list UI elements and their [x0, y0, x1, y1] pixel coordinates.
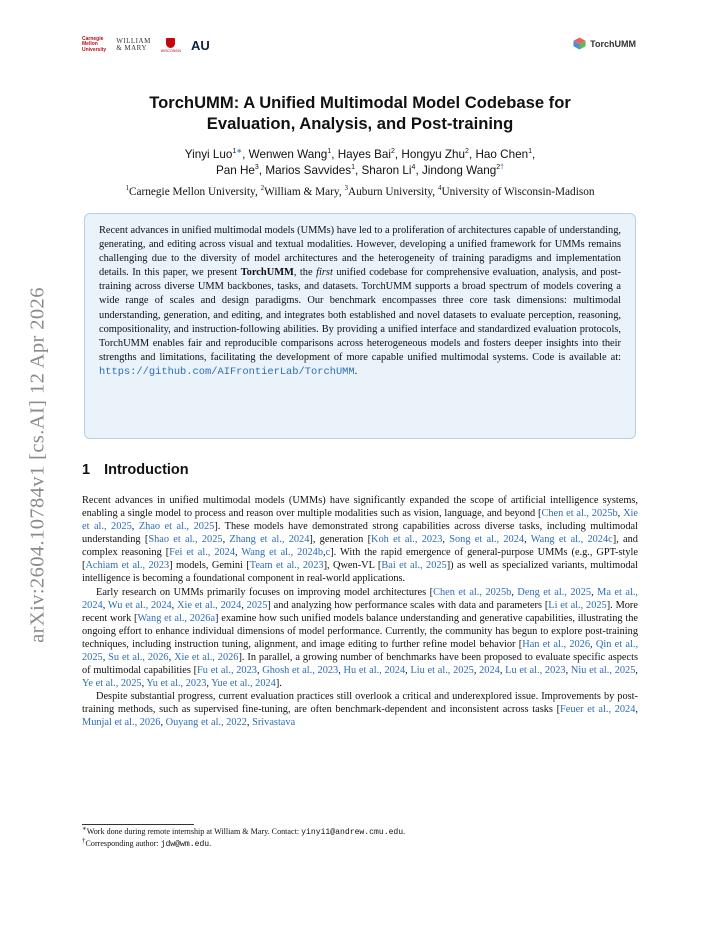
- section-heading: 1 Introduction: [82, 462, 189, 478]
- author-list: Yinyi Luo$^{1∗}$, Wenwen Wang$^1$, Hayes Bai$^2$, Hongyu Zhu$^2$, Hao Chen$^1$, Pan He$^3$, Marios Savvides$^1$, Sharon Li$^4$, Jindong Wang$^{2\dagger}$: [184, 148, 536, 177]
- author-name: Sharon Li: [361, 163, 412, 177]
- intro-paragraph: Despite substantial progress, current evaluation practices still overlook a critical and underexplored issue. Improvements by post-training methods, such as supervised fine-tuning, are often benchmark-dependent and inconsistent across tasks [Feuer et al., 2024, Munjal et al., 2026, Ouyang et al., 2022, Srivastava: [82, 691, 638, 729]
- citation-link[interactable]: Wang et al., 2024c: [530, 534, 613, 546]
- intro-paragraph: Recent advances in unified multimodal models (UMMs) have significantly expanded the scope of artificial intelligence systems, enabling a single model to process and reason over multiple modalities such as vision, language, and beyond [Chen et al., 2025b, Xie et al., 2025, Zhao et al., 2025]. These models have demonstrated strong capabilities across diverse tasks, including multimodal understanding [Shao et al., 2025, Zhang et al., 2024], generation [Koh et al., 2023, Song et al., 2024, Wang et al., 2024c], and complex reasoning [Fei et al., 2024, Wang et al., 2024b,c]. With the rapid emergence of general-purpose UMMs (e.g., GPT-style [Achiam et al., 2023] models, Gemini [Team et al., 2023], Qwen-VL [Bai et al., 2025]) as well as specialized variants, multimodal intelligence is becoming a foundational component in real-world applications.: [82, 495, 639, 585]
- author-mark: †: [500, 163, 505, 171]
- author-affil-sup: 2: [496, 163, 501, 171]
- citation-link[interactable]: Zhang et al., 2024: [229, 534, 310, 546]
- author-affil-sup: 3: [254, 163, 259, 171]
- citation-link[interactable]: c: [325, 547, 331, 559]
- author-name: Jindong Wang: [421, 163, 497, 177]
- paper-title: TorchUMM: A Unified Multimodal Model Codebase for Evaluation, Analysis, and Post-training: [149, 93, 571, 133]
- institution-logos: [82, 36, 210, 54]
- affil-name: Carnegie Mellon University,: [128, 186, 261, 198]
- author-affil-sup: 1: [351, 163, 355, 171]
- citation-link[interactable]: Fu et al., 2023: [197, 665, 257, 677]
- author-affil-sup: 2: [390, 148, 395, 156]
- footnote-mark: ∗: [82, 824, 87, 833]
- cmu-logo: Carnegie Mellon University: [82, 35, 107, 53]
- author-affil-sup: 4: [411, 163, 416, 171]
- footnote-text: Work done during remote internship at William & Mary. Contact:: [86, 827, 302, 836]
- citation-link[interactable]: Chen et al., 2025b: [541, 508, 618, 520]
- author-mark: ∗: [236, 148, 243, 156]
- author-name: Wenwen Wang: [248, 148, 328, 161]
- citation-link[interactable]: Deng et al., 2025: [517, 586, 592, 598]
- author-name: Yinyi Luo: [184, 148, 233, 161]
- affil-sup: 1: [125, 184, 129, 193]
- author-name: Hao Chen: [475, 148, 529, 161]
- footnote: [82, 826, 638, 838]
- citation-link[interactable]: 2025: [246, 599, 268, 611]
- citation-link[interactable]: Koh et al., 2023: [371, 534, 443, 546]
- footnotes: [82, 826, 638, 851]
- author-name: Pan He: [215, 163, 255, 177]
- intro-paragraph: Early research on UMMs primarily focuses on improving model architectures [Chen et al., 2025b, Deng et al., 2025, Ma et al., 2024, Wu et al., 2024, Xie et al., 2024, 2025] and analyzing how performance scales with data and parameters [Li et al., 2025]. More recent work [Wang et al., 2026a] examine how such unified models balance understanding and generative capabilities, illustrating the ongoing effort to enhance individual dimensions of model performance. Currently, the community has begun to explore post-training techniques, including instruction tuning, alignment, and image editing to further refine model behavior [Han et al., 2026, Qin et al., 2025, Su et al., 2026, Xie et al., 2026]. In parallel, a growing number of benchmarks have been proposed to evaluate specific aspects of multimodal capabilities [Fu et al., 2023, Ghosh et al., 2023, Hu et al., 2024, Liu et al., 2025, 2024, Lu et al., 2023, Niu et al., 2025, Ye et al., 2025, Yu et al., 2023, Yue et al., 2024].: [82, 586, 639, 690]
- citation-link[interactable]: Munjal et al., 2026: [82, 717, 161, 729]
- abstract-box: Recent advances in unified multimodal models (UMMs) have led to a proliferation of architectures capable of understanding, generating, and editing across visual and textual modalities. However, developing a unified framework for UMMs remains challenging due to the diversity of model architectures and the heterogeneity of training paradigms and implementation details. In this paper, we present TorchUMM, the first unified codebase for comprehensive evaluation, analysis, and post-training across diverse UMM backbones, tasks, and datasets. TorchUMM supports a broad spectrum of models covering a wide range of scales and design paradigms. Our benchmark encompasses three core task dimensions: multimodal understanding, generation, and editing, and integrates both established and novel datasets to evaluate perception, reasoning, compositionality, and instruction-following abilities. By providing a unified interface and standardized evaluation protocols, TorchUMM enables fair and reproducible comparisons across heterogeneous models and fosters deeper insights into their strengths and limitations, facilitating the development of more capable unified multimodal systems. Code is available at: https://github.com/AIFrontierLab/TorchUMM.: [84, 213, 636, 439]
- william-mary-logo: WILLIAM & MARY: [116, 37, 151, 52]
- citation-link[interactable]: Ouyang et al., 2022: [165, 717, 247, 729]
- citation-link[interactable]: Team et al., 2023: [249, 560, 324, 572]
- citation-link[interactable]: Feuer et al., 2024: [560, 704, 636, 716]
- affil-name: Auburn University,: [348, 186, 438, 198]
- citation-link[interactable]: Xie et al., 2026: [174, 651, 239, 663]
- citation-link[interactable]: Fei et al., 2024: [169, 547, 236, 559]
- citation-link[interactable]: Yu et al., 2023: [146, 678, 207, 690]
- citation-link[interactable]: Song et al., 2024: [449, 534, 525, 546]
- citation-link[interactable]: Achiam et al., 2023: [85, 560, 170, 572]
- citation-link[interactable]: Xie et al., 2025: [82, 508, 638, 533]
- citation-link[interactable]: Ye et al., 2025: [82, 678, 142, 690]
- affil-name: William & Mary,: [264, 186, 345, 198]
- citation-link[interactable]: Bai et al., 2025: [381, 560, 447, 572]
- citation-link[interactable]: Yue et al., 2024: [211, 678, 276, 690]
- citation-link[interactable]: Xie et al., 2024: [177, 599, 242, 611]
- affiliations: [82, 186, 638, 198]
- footnote: [82, 838, 638, 850]
- affil-name: University of Wisconsin-Madison: [441, 186, 595, 198]
- citation-link[interactable]: Niu et al., 2025: [570, 665, 636, 677]
- citation-link[interactable]: Wu et al., 2024: [107, 599, 172, 611]
- citation-link[interactable]: Han et al., 2026: [522, 638, 591, 650]
- introduction-body: [82, 494, 638, 729]
- author-affil-sup: 2: [465, 148, 469, 156]
- footnote-mark: †: [82, 836, 86, 845]
- affil-sup: 3: [344, 184, 348, 193]
- author-name: Marios Savvides: [265, 163, 352, 177]
- citation-link[interactable]: Wang et al., 2026a: [137, 612, 216, 624]
- author-affil-sup: 1: [327, 148, 332, 156]
- citation-link[interactable]: Ghosh et al., 2023: [262, 665, 339, 677]
- torchumm-brand: TorchUMM: [573, 37, 636, 50]
- footnote-email: yinyi1@andrew.cmu.edu: [301, 828, 404, 837]
- footnote-end: .: [209, 839, 212, 849]
- citation-link[interactable]: Liu et al., 2025: [410, 665, 474, 677]
- footnote-end: .: [403, 827, 406, 836]
- citation-link[interactable]: Ma et al., 2024: [82, 586, 639, 611]
- citation-link[interactable]: Shao et al., 2025: [148, 534, 223, 546]
- citation-link[interactable]: Li et al., 2025: [548, 599, 607, 611]
- arxiv-side-stamp: arXiv:2604.10784v1 [cs.AI] 12 Apr 2026: [26, 287, 49, 643]
- footnote-text: Corresponding author:: [85, 839, 161, 849]
- citation-link[interactable]: Hu et al., 2024: [343, 665, 406, 677]
- citation-link[interactable]: Qin et al., 2025: [82, 638, 639, 663]
- author-name: Hongyu Zhu: [401, 148, 466, 161]
- author-name: Hayes Bai: [337, 148, 391, 161]
- citation-link[interactable]: Srivastava: [252, 717, 296, 729]
- wisconsin-logo: WISCONSIN: [161, 38, 181, 53]
- citation-link[interactable]: Zhao et al., 2025: [138, 521, 215, 533]
- author-affil-sup: 1: [528, 148, 532, 156]
- auburn-logo: AU: [191, 37, 210, 53]
- torchumm-cube-icon: [573, 37, 586, 50]
- citation-link[interactable]: Wang et al., 2024b: [241, 547, 324, 559]
- affil-sup: 2: [260, 184, 265, 193]
- citation-link[interactable]: Lu et al., 2023: [505, 665, 566, 677]
- citation-link[interactable]: Chen et al., 2025b: [433, 586, 512, 598]
- code-link[interactable]: https://github.com/AIFrontierLab/TorchUMM: [99, 365, 355, 378]
- affil-sup: 4: [437, 184, 442, 193]
- footnote-rule: [82, 824, 194, 825]
- author-affil-sup: 1: [232, 148, 237, 156]
- footnote-email: jdw@wm.edu: [160, 840, 210, 850]
- citation-link[interactable]: 2024: [479, 665, 500, 677]
- citation-link[interactable]: Su et al., 2026: [108, 651, 169, 663]
